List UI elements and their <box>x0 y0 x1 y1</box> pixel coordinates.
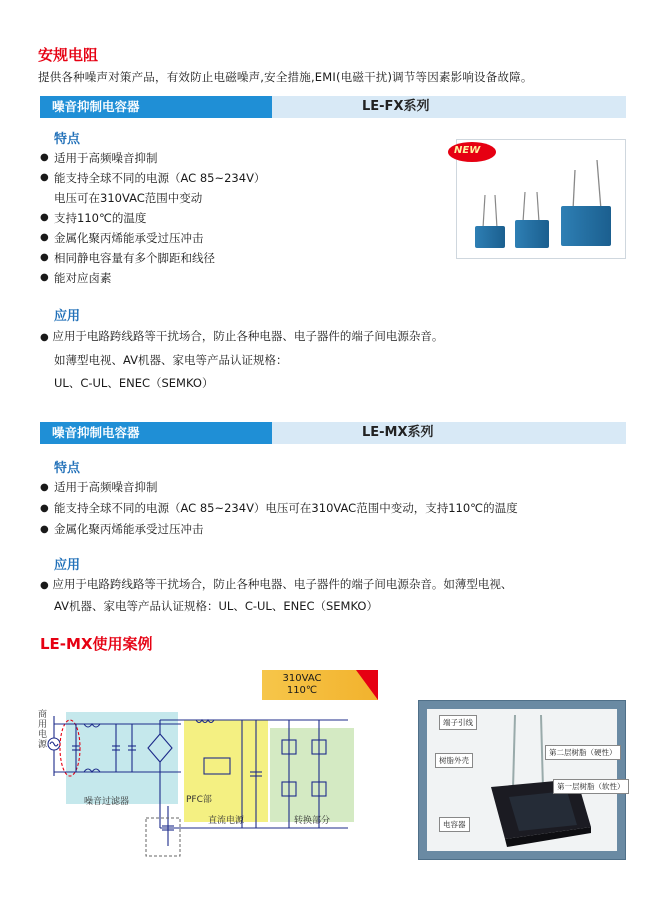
section1-application-line: ● 应用于电路跨线路等干扰场合，防止各种电器、电子器件的端子间电源杂音。 <box>40 329 444 343</box>
circuit-diagram <box>36 706 356 866</box>
tag-resin-case: 树脂外壳 <box>435 753 473 768</box>
example-title: LE-MX使用案例 <box>40 635 153 653</box>
list-item: 电压可在310VAC范围中变动 <box>54 191 203 205</box>
tag-second-resin: 第二层树脂（硬性） <box>545 745 621 760</box>
list-item: ● 金属化聚丙烯能承受过压冲击 <box>40 519 518 540</box>
list-item: ● 能支持全球不同的电源（AC 85~234V）电压可在310VAC范围中变动，支持110℃的温度 <box>40 498 518 519</box>
list-item: ● 适用于高频噪音抑制 <box>40 477 518 498</box>
voltage-line2: 110℃ <box>286 685 318 696</box>
application-text: 应用于电路跨线路等干扰场合，防止各种电器、电子器件的端子间电源杂音。如薄型电视、 <box>52 577 513 591</box>
list-item: ● 支持110℃的温度 <box>40 208 265 228</box>
label-inverter: 转换部分 <box>294 816 331 826</box>
section2-application-line: AV机器、家电等产品认证规格：UL、C-UL、ENEC（SEMKO） <box>54 599 378 613</box>
section2-features-title: 特点 <box>54 461 81 476</box>
tag-first-resin: 第一层树脂（软性） <box>553 779 629 794</box>
label-source: 商用电源 <box>38 710 48 750</box>
list-item: ● 能支持全球不同的电源（AC 85~234V） <box>40 168 265 188</box>
section1-series: LE-FX系列 <box>362 99 430 114</box>
tag-element: 电容器 <box>439 817 470 832</box>
section1-application-title: 应用 <box>54 309 81 324</box>
section1-category: 噪音抑制电容器 <box>40 96 272 118</box>
capacitor-cutaway <box>418 700 626 860</box>
tag-lead: 端子引线 <box>439 715 477 730</box>
section2-series: LE-MX系列 <box>362 425 434 440</box>
list-item: ● 金属化聚丙烯能承受过压冲击 <box>40 228 265 248</box>
new-badge <box>446 139 502 165</box>
label-noise-filter: 噪音过滤器 <box>84 797 130 807</box>
label-pfc: PFC部 <box>186 795 212 805</box>
list-item: ● 能对应卤素 <box>40 268 265 288</box>
section2-application-title: 应用 <box>54 558 81 573</box>
voltage-marker <box>356 670 378 700</box>
new-badge-label: NEW <box>454 145 481 156</box>
section1-application-line: 如薄型电视、AV机器、家电等产品认证规格： <box>54 353 288 367</box>
list-item: ● 适用于高频噪音抑制 <box>40 148 265 168</box>
intro-text: 提供各种噪声对策产品，有效防止电磁噪声,安全措施,EMI(电磁干扰)调节等因素影响设备故障。 <box>38 70 533 84</box>
section2-application-line: ● 应用于电路跨线路等干扰场合，防止各种电器、电子器件的端子间电源杂音。如薄型电视、 <box>40 577 513 591</box>
application-text: 应用于电路跨线路等干扰场合，防止各种电器、电子器件的端子间电源杂音。 <box>52 329 444 343</box>
label-dc-supply: 直流电源 <box>208 816 245 826</box>
section1-application-line: UL、C-UL、ENEC（SEMKO） <box>54 376 214 390</box>
section2-category: 噪音抑制电容器 <box>40 422 272 444</box>
section1-features-list <box>40 148 265 288</box>
section1-band <box>40 96 626 118</box>
section2-band <box>40 422 626 444</box>
page-title: 安规电阻 <box>38 46 99 64</box>
voltage-label <box>262 670 378 700</box>
section1-features-title: 特点 <box>54 132 81 147</box>
voltage-line1: 310VAC <box>282 673 322 684</box>
section2-features-list <box>40 477 518 540</box>
list-item: ● 相同静电容量有多个脚距和线径 <box>40 248 265 268</box>
